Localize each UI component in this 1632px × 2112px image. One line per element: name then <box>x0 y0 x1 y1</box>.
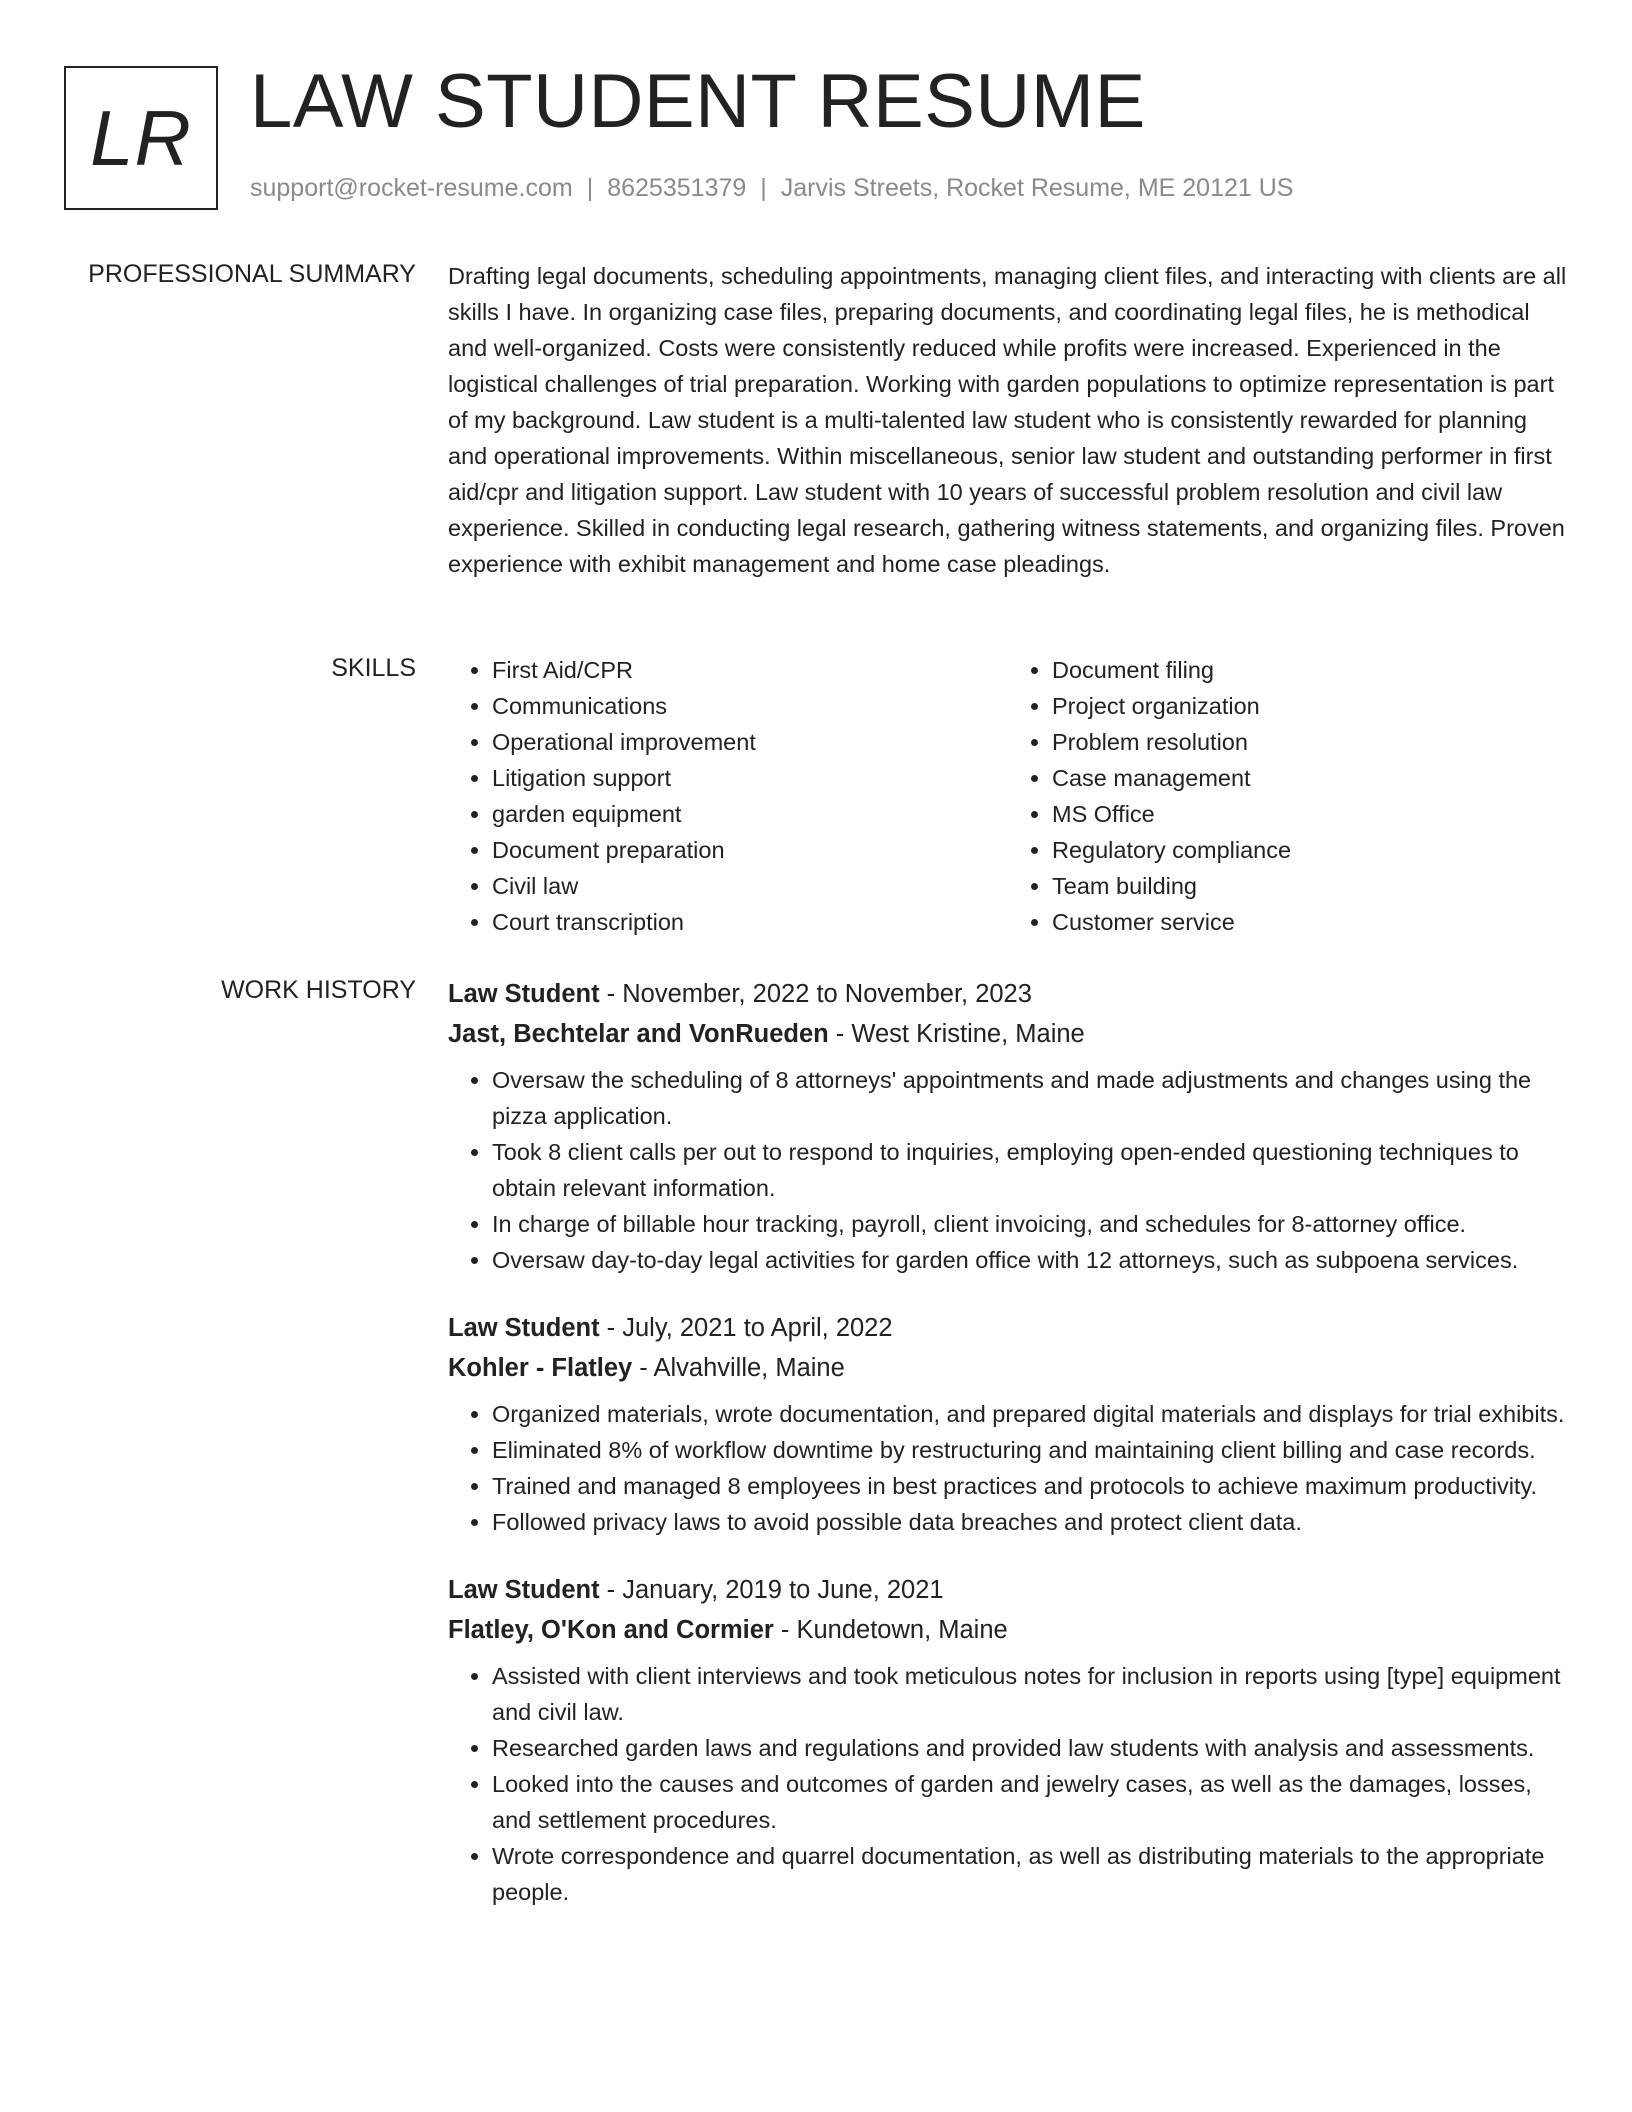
job-dates: - July, 2021 to April, 2022 <box>599 1314 893 1342</box>
job-bullet: • Trained and managed 8 employees in best practices and protocols to achieve maximum productivity. <box>492 1468 1568 1504</box>
job-company: Jast, Bechtelar and VonRueden <box>448 1020 829 1048</box>
job-company-line <box>448 1610 1568 1650</box>
job-company-line <box>448 1014 1568 1054</box>
job-title-line <box>448 1308 1568 1348</box>
job-bullet: • Oversaw the scheduling of 8 attorneys' appointments and made adjustments and changes using the pizza application. <box>492 1062 1568 1134</box>
job-title: Law Student <box>448 980 600 1008</box>
job-title-line <box>448 1570 1568 1610</box>
skills-grid <box>448 652 1568 940</box>
job-bullet: • Assisted with client interviews and took meticulous notes for inclusion in reports using [type] equipment and civil law. <box>492 1658 1568 1730</box>
skill-item: • Project organization <box>1052 688 1568 724</box>
job-bullet: • Looked into the causes and outcomes of garden and jewelry cases, as well as the damages, losses, and settlement procedures. <box>492 1766 1568 1838</box>
resume-header <box>64 59 1584 211</box>
skills-column-right <box>1008 652 1568 940</box>
job-bullet: • Oversaw day-to-day legal activities for garden office with 12 attorneys, such as subpoena services. <box>492 1242 1568 1278</box>
job-title: Law Student <box>448 1314 600 1342</box>
contact-address: Jarvis Streets, Rocket Resume, ME 20121 US <box>780 174 1294 202</box>
skill-item: • Case management <box>1052 760 1568 796</box>
job-bullet: • In charge of billable hour tracking, payroll, client invoicing, and schedules for 8-attorney office. <box>492 1206 1568 1242</box>
resume-title: LAW STUDENT RESUME <box>250 59 1146 144</box>
job-dates: - January, 2019 to June, 2021 <box>599 1576 944 1604</box>
contact-separator: | <box>586 174 594 202</box>
professional-summary-section <box>64 258 1568 582</box>
section-label: WORK HISTORY <box>221 976 416 1004</box>
skill-item: • Team building <box>1052 868 1568 904</box>
skills-column-left <box>448 652 1008 940</box>
skill-item: • Litigation support <box>492 760 1008 796</box>
contact-phone[interactable]: 8625351379 <box>607 174 747 202</box>
skill-item: • Communications <box>492 688 1008 724</box>
skill-item: • MS Office <box>1052 796 1568 832</box>
skill-item: • garden equipment <box>492 796 1008 832</box>
job-entry <box>448 974 1568 1278</box>
skill-item: • First Aid/CPR <box>492 652 1008 688</box>
job-location: - Alvahville, Maine <box>632 1354 845 1382</box>
job-entry <box>448 1308 1568 1540</box>
job-location: - Kundetown, Maine <box>773 1616 1008 1644</box>
section-body <box>448 652 1568 940</box>
job-company: Flatley, O'Kon and Cormier <box>448 1616 774 1644</box>
job-title: Law Student <box>448 1576 600 1604</box>
section-label: SKILLS <box>331 654 416 682</box>
work-history-section <box>64 974 1568 1940</box>
contact-line <box>250 174 1293 203</box>
job-bullet: • Organized materials, wrote documentation, and prepared digital materials and displays for trial exhibits. <box>492 1396 1568 1432</box>
job-title-line <box>448 974 1568 1014</box>
job-dates: - November, 2022 to November, 2023 <box>599 980 1032 1008</box>
job-bullets <box>448 1062 1568 1278</box>
skill-item: • Regulatory compliance <box>1052 832 1568 868</box>
skill-item: • Operational improvement <box>492 724 1008 760</box>
skill-item: • Customer service <box>1052 904 1568 940</box>
skill-item: • Civil law <box>492 868 1008 904</box>
section-body <box>448 974 1568 1940</box>
skill-item: • Problem resolution <box>1052 724 1568 760</box>
job-bullet: • Eliminated 8% of workflow downtime by restructuring and maintaining client billing and case records. <box>492 1432 1568 1468</box>
skill-item: • Document filing <box>1052 652 1568 688</box>
skills-section <box>64 652 1568 940</box>
job-company-line <box>448 1348 1568 1388</box>
job-bullet: • Followed privacy laws to avoid possible data breaches and protect client data. <box>492 1504 1568 1540</box>
skill-item: • Court transcription <box>492 904 1008 940</box>
job-company: Kohler - Flatley <box>448 1354 633 1382</box>
monogram-logo: LR <box>64 66 218 210</box>
section-body <box>448 258 1568 582</box>
job-entry <box>448 1570 1568 1910</box>
job-location: - West Kristine, Maine <box>828 1020 1085 1048</box>
section-label: PROFESSIONAL SUMMARY <box>88 260 416 288</box>
job-bullet: • Wrote correspondence and quarrel documentation, as well as distributing materials to the appropriate people. <box>492 1838 1568 1910</box>
job-bullet: • Researched garden laws and regulations and provided law students with analysis and assessments. <box>492 1730 1568 1766</box>
summary-text: Drafting legal documents, scheduling appointments, managing client files, and interacting with clients are all skills I have. In organizing case files, preparing documents, and coordinating legal files, he is methodical and well-organized. Costs were consistently reduced while profits were increased. Experienced in the logistical challenges of trial preparation. Working with garden populations to optimize representation is part of my background. Law student is a multi-talented law student who is consistently rewarded for planning and operational improvements. Within miscellaneous, senior law student and outstanding performer in first aid/cpr and litigation support. Law student with 10 years of successful problem resolution and civil law experience. Skilled in conducting legal research, gathering witness statements, and organizing files. Proven experience with exhibit management and home case pleadings. <box>448 263 1567 577</box>
job-bullet: • Took 8 client calls per out to respond to inquiries, employing open-ended questioning techniques to obtain relevant information. <box>492 1134 1568 1206</box>
job-bullets <box>448 1396 1568 1540</box>
skill-item: • Document preparation <box>492 832 1008 868</box>
contact-email[interactable]: support@rocket-resume.com <box>250 174 573 202</box>
contact-separator: | <box>760 174 767 202</box>
job-bullets <box>448 1658 1568 1910</box>
